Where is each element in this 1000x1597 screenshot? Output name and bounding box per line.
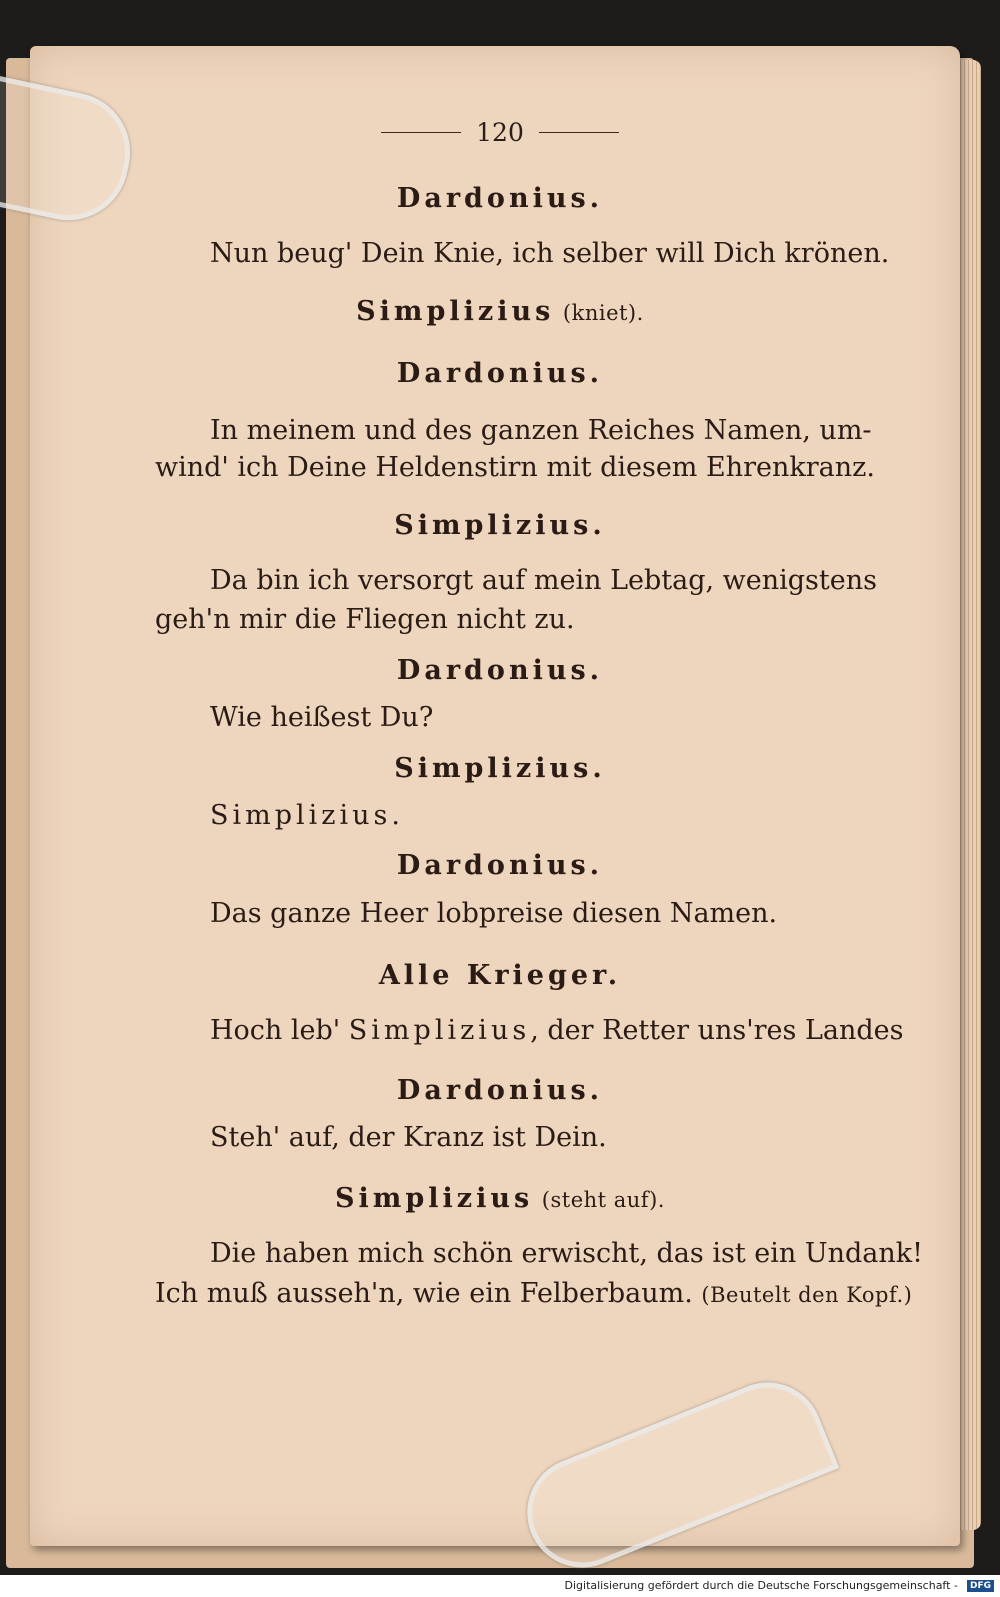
dialogue-line-8: Das ganze Heer lobpreise diesen Namen. xyxy=(210,898,778,929)
dialogue-line-12-text: Ich muß ausseh'n, wie ein Felberbaum. xyxy=(155,1278,693,1309)
stage-direction-beutelt: (Beutelt den Kopf.) xyxy=(701,1283,913,1307)
speaker-dardonius-2: Dardonius. xyxy=(396,358,604,389)
dialogue-line-1: Nun beug' Dein Knie, ich selber will Dich krönen. xyxy=(210,238,890,269)
page-header xyxy=(0,118,1000,147)
dialogue-line-7: Simplizius. xyxy=(210,800,404,831)
book-page xyxy=(30,46,960,1546)
dialogue-line-9-start: Hoch leb' xyxy=(210,1015,349,1046)
dfg-logo: DFG xyxy=(967,1580,994,1592)
header-rule-left xyxy=(381,132,461,133)
speaker-simplizius-kneels xyxy=(0,296,1000,327)
dialogue-line-6: Wie heißest Du? xyxy=(210,702,434,733)
dialogue-line-4: Da bin ich versorgt auf mein Lebtag, wenigstens xyxy=(210,565,877,596)
footer-bar xyxy=(0,1575,1000,1597)
dialogue-line-11: Die haben mich schön erwischt, das ist ein Undank! xyxy=(210,1238,923,1269)
dialogue-line-9-end: , der Retter uns'res Landes xyxy=(530,1015,904,1046)
speaker-simplizius-stands xyxy=(0,1183,1000,1214)
stage-direction-kniet: (kniet). xyxy=(562,301,644,325)
speaker-dardonius-1: Dardonius. xyxy=(396,183,604,214)
dialogue-line-9 xyxy=(210,1015,904,1046)
dialogue-line-9-name: Simplizius xyxy=(348,1015,531,1046)
speaker-dardonius-5: Dardonius. xyxy=(396,1075,604,1106)
speaker-alle-krieger: Alle Krieger. xyxy=(378,960,622,991)
dialogue-line-10: Steh' auf, der Kranz ist Dein. xyxy=(210,1122,607,1153)
dfg-credit-text: Digitalisierung gefördert durch die Deutsche Forschungsgemeinschaft - xyxy=(564,1579,958,1592)
speaker-simplizius-3: Simplizius. xyxy=(394,753,606,784)
speaker-dardonius-3: Dardonius. xyxy=(396,655,604,686)
speaker-simplizius-1: Simplizius xyxy=(356,296,555,327)
header-rule-right xyxy=(539,132,619,133)
speaker-dardonius-4: Dardonius. xyxy=(396,850,604,881)
page-number: 120 xyxy=(476,118,524,147)
dialogue-line-5: geh'n mir die Fliegen nicht zu. xyxy=(155,604,575,635)
speaker-simplizius-4: Simplizius xyxy=(335,1183,534,1214)
dialogue-line-3: wind' ich Deine Heldenstirn mit diesem Ehrenkranz. xyxy=(155,452,875,483)
dialogue-line-2: In meinem und des ganzen Reiches Namen, um- xyxy=(210,415,872,446)
speaker-simplizius-2: Simplizius. xyxy=(394,510,606,541)
stage-direction-steht-auf: (steht auf). xyxy=(541,1188,665,1212)
dialogue-line-12 xyxy=(155,1278,912,1309)
